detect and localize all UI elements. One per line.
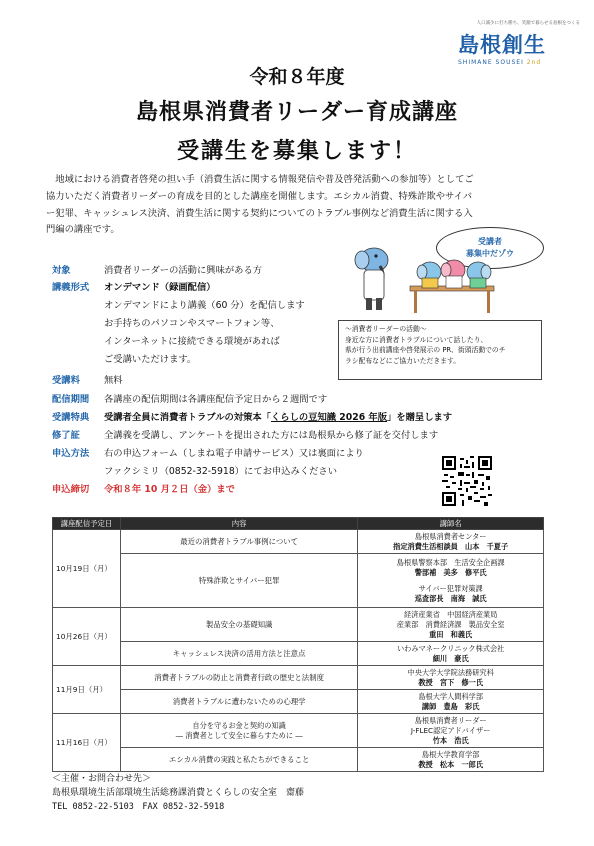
- table-row: [53, 748, 544, 772]
- format-detail-line: お手持ちのパソコンやスマートフォン等、: [104, 318, 280, 329]
- label-format: 講義形式: [52, 282, 90, 293]
- cell-lecturer: 島根県警察本部 生活安全企画課 警部補 美多 修平氏 サイバー犯罪対策課 巡査部長 南海 誠氏: [358, 554, 544, 608]
- label-perk: 受講特典: [52, 412, 90, 423]
- cell-date: 10月26日（月）: [53, 608, 121, 666]
- label-certificate: 修了証: [52, 430, 80, 441]
- activity-title: ～消費者リーダーの活動～: [345, 325, 427, 333]
- format-detail-line: インターネットに接続できる環境があれば: [104, 336, 280, 347]
- format-detail-line: オンデマンドにより講義（60 分）を配信します: [104, 300, 305, 311]
- row-apply: [52, 447, 364, 460]
- value-perk: 受講者全員に消費者トラブルの対策本「くらしの豆知識 2026 年版」を贈呈します: [104, 412, 453, 423]
- label-fee: 受講料: [52, 375, 80, 386]
- title-main: 島根県消費者リーダー育成講座: [135, 100, 458, 125]
- apply-detail-line: ファクシミリ（0852-32-5918）にてお申込みください: [104, 466, 338, 477]
- table-row: [53, 642, 544, 666]
- label-period: 配信期間: [52, 394, 90, 405]
- label-target: 対象: [52, 265, 71, 276]
- intro-line: 門編の講座です。: [46, 224, 120, 236]
- cell-date: 10月19日（月）: [53, 530, 121, 608]
- cell-content: エシカル消費の実践と私たちができること: [120, 748, 357, 772]
- footer-title: ＜主催・お問合わせ先＞: [52, 774, 152, 784]
- cell-content: 製品安全の基礎知識: [120, 608, 357, 642]
- table-row: [53, 554, 544, 608]
- format-detail-line: ご受講いただけます。: [104, 354, 197, 365]
- cell-content: 最近の消費者トラブル事例について: [120, 530, 357, 554]
- row-format: [52, 281, 216, 294]
- value-format: オンデマンド（録画配信）: [104, 282, 216, 293]
- cell-lecturer: 経済産業省 中国経済産業局 産業部 消費経済課 製品安全室 重田 和義氏: [358, 608, 544, 642]
- value-fee: 無料: [104, 375, 123, 386]
- contact-footer: [52, 772, 304, 814]
- table-row: [53, 666, 544, 690]
- activity-line: ラシ配布などにご協力いただきます。: [345, 356, 461, 365]
- row-fee: [52, 374, 123, 387]
- activity-line: 県が行う出前講座や啓発展示の PR、街頭活動でのチ: [345, 346, 506, 354]
- cell-content: 消費者トラブルに遭わないための心理学: [120, 690, 357, 714]
- cell-lecturer: 島根県消費者センター 指定消費生活相談員 山本 千夏子: [358, 530, 544, 554]
- footer-org: 島根県環境生活部環境生活総務課消費とくらしの安全室 齋藤: [52, 788, 305, 798]
- perk-book-title: くらしの豆知識 2026 年版: [270, 412, 388, 423]
- header-date: 講座配信予定日: [53, 518, 121, 530]
- intro-line: 協力いただく消費者リーダーの育成を目的とした講座を開催します。エシカル消費、特殊詐欺やサイバ: [46, 190, 473, 202]
- table-row: [53, 608, 544, 642]
- row-period: [52, 393, 327, 406]
- table-row: [53, 690, 544, 714]
- application-qr-code[interactable]: [442, 456, 492, 506]
- title-recruit: 受講生を募集します！: [176, 139, 417, 164]
- label-apply: 申込方法: [52, 448, 90, 459]
- leader-activity-box: [338, 320, 542, 380]
- value-period: 各講座の配信期間は各講座配信予定日から２週間です: [104, 394, 328, 405]
- cell-content: キャッシュレス決済の活用方法と注意点: [120, 642, 357, 666]
- header-content: 内容: [120, 518, 357, 530]
- lecture-schedule-table: [52, 517, 544, 772]
- row-perk: [52, 411, 452, 424]
- logo-main-text: 島根創生: [458, 33, 546, 57]
- row-certificate: [52, 429, 438, 442]
- value-certificate: 全講義を受講し、アンケートを提出された方には島根県から修了証を交付します: [104, 430, 439, 441]
- intro-line: 地域における消費者啓発の担い手（消費生活に関する情報発信や普及啓発活動への参加等）としてご: [55, 174, 474, 185]
- cell-lecturer: 島根大学人間科学部 講師 豊島 彩氏: [358, 690, 544, 714]
- speech-bubble: 受講者 募集中だゾウ: [436, 227, 544, 269]
- table-row: [53, 714, 544, 748]
- cell-content: 消費者トラブルの防止と消費者行政の歴史と法制度: [120, 666, 357, 690]
- row-deadline: [52, 483, 235, 496]
- cell-date: 11月16日（月）: [53, 714, 121, 772]
- title-year: 令和８年度: [249, 66, 345, 88]
- value-apply: 右の申込フォーム（しまね電子申請サービス）又は裏面により: [104, 448, 364, 459]
- value-target: 消費者リーダーの活動に興味がある方: [104, 265, 263, 276]
- cell-lecturer: 島根県消費者リーダー J-FLEC認定アドバイザー 竹本 浩氏: [358, 714, 544, 748]
- activity-line: 身近な方に消費者トラブルについて話したり、: [345, 335, 488, 344]
- cell-content: 自分を守るお金と契約の知識 ― 消費者として安全に暮らすために ―: [120, 714, 357, 748]
- logo-tagline: 人口減少に打ち勝ち、笑顔で暮らせる島根をつくる: [476, 21, 580, 26]
- row-target: [52, 264, 262, 277]
- intro-line: ー犯罪、キャッシュレス決済、消費生活に関する契約についてのトラブル事例など消費生活に関する入: [46, 207, 473, 219]
- cell-date: 11月9日（月）: [53, 666, 121, 714]
- table-header-row: [53, 518, 544, 530]
- value-deadline: 令和８年 10 月２日（金）まで: [104, 484, 235, 495]
- label-deadline: 申込締切: [52, 484, 90, 495]
- cell-lecturer: いわみマネークリニック株式会社 細川 豪氏: [358, 642, 544, 666]
- cell-content: 特殊詐欺とサイバー犯罪: [120, 554, 357, 608]
- cell-lecturer: 島根大学教育学部 教授 松本 一郎氏: [358, 748, 544, 772]
- logo-sub-text: SHIMANE SOUSEI 2nd: [458, 59, 542, 66]
- elephant-mascot-illustration: [350, 238, 510, 316]
- footer-tel-fax: TEL 0852-22-5103 FAX 0852-32-5918: [52, 802, 225, 812]
- header-lecturer: 講師名: [358, 518, 544, 530]
- table-row: [53, 530, 544, 554]
- cell-lecturer: 中央大学大学院法務研究科 教授 宮下 修一氏: [358, 666, 544, 690]
